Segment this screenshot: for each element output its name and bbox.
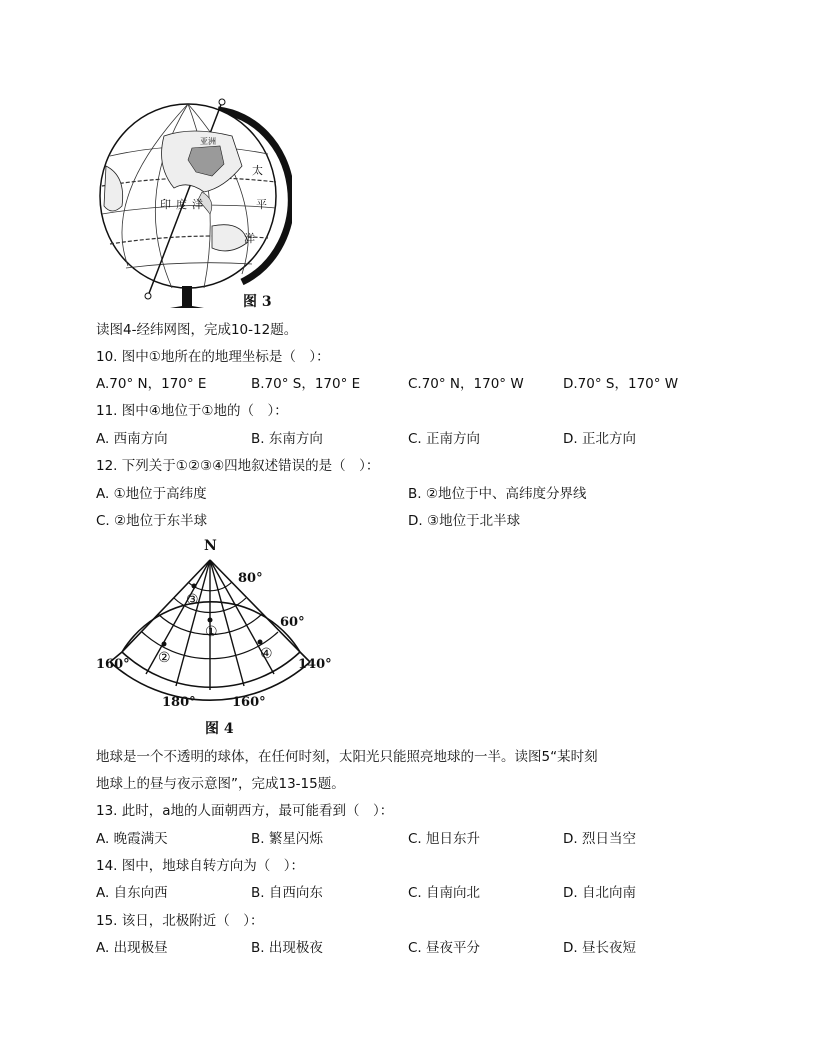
- question-10-option-b[interactable]: B.70° S，170° E: [251, 376, 361, 392]
- globe-illustration: [92, 96, 292, 312]
- question-11-option-c[interactable]: C. 正南方向: [408, 431, 481, 447]
- label-lon-160-bottom: 160°: [232, 695, 266, 710]
- question-10-option-c[interactable]: C.70° N，170° W: [408, 376, 524, 392]
- figure-3: [92, 96, 292, 312]
- point-1-label: ①: [205, 624, 218, 640]
- point-4-label: ④: [260, 646, 273, 662]
- question-15-option-b[interactable]: B. 出现极夜: [251, 940, 323, 956]
- graticule-diagram: [92, 534, 342, 724]
- question-11-stem: 11. 图中④地位于①地的（ ）：: [96, 403, 288, 419]
- question-12-option-a[interactable]: A. ①地位于高纬度: [96, 486, 207, 502]
- question-10-option-d[interactable]: D.70° S，170° W: [563, 376, 679, 392]
- question-14-option-c[interactable]: C. 自南向北: [408, 885, 481, 901]
- svg-text:印: 印: [160, 198, 171, 211]
- svg-text:洋: 洋: [192, 198, 203, 211]
- label-lat-80: 80°: [238, 571, 263, 586]
- figure-4: [92, 534, 342, 724]
- question-11-option-a[interactable]: A. 西南方向: [96, 431, 168, 447]
- question-11-option-d[interactable]: D. 正北方向: [563, 431, 636, 447]
- question-14-option-a[interactable]: A. 自东向西: [96, 885, 168, 901]
- globe-stand: [170, 286, 204, 308]
- label-lat-60: 60°: [280, 615, 305, 630]
- question-14-stem: 14. 图中，地球自转方向为（ ）：: [96, 858, 305, 874]
- question-13-option-d[interactable]: D. 烈日当空: [563, 831, 636, 847]
- label-asia: 亚洲: [200, 137, 216, 146]
- point-2-label: ②: [158, 650, 171, 666]
- question-10-option-a[interactable]: A.70° N，170° E: [96, 376, 207, 392]
- question-13-stem: 13. 此时，a地的人面朝西方，最可能看到（ ）：: [96, 803, 394, 819]
- question-14-option-d[interactable]: D. 自北向南: [563, 885, 636, 901]
- svg-text:洋: 洋: [244, 232, 255, 245]
- intro-figure-5-line2: 地球上的昼与夜示意图”，完成13-15题。: [96, 776, 345, 792]
- question-15-option-c[interactable]: C. 昼夜平分: [408, 940, 481, 956]
- question-12-stem: 12. 下列关于①②③④四地叙述错误的是（ ）：: [96, 458, 380, 474]
- question-13-option-a[interactable]: A. 晚霞满天: [96, 831, 168, 847]
- question-12-option-d[interactable]: D. ③地位于北半球: [408, 513, 521, 529]
- svg-text:平: 平: [256, 198, 267, 211]
- question-11-option-b[interactable]: B. 东南方向: [251, 431, 323, 447]
- question-15-option-d[interactable]: D. 昼长夜短: [563, 940, 636, 956]
- svg-text:太: 太: [252, 164, 263, 177]
- point-3-label: ③: [186, 592, 199, 608]
- intro-figure-5-line1: 地球是一个不透明的球体，在任何时刻，太阳光只能照亮地球的一半。读图5“某时刻: [96, 749, 598, 765]
- label-lon-140: 140°: [298, 657, 332, 672]
- figure-4-caption: 图 4: [205, 721, 234, 737]
- question-14-option-b[interactable]: B. 自西向东: [251, 885, 323, 901]
- question-13-option-b[interactable]: B. 繁星闪烁: [251, 831, 323, 847]
- intro-figure-4: 读图4-经纬网图，完成10-12题。: [96, 322, 298, 338]
- question-10-stem: 10. 图中①地所在的地理坐标是（ ）：: [96, 349, 330, 365]
- svg-text:度: 度: [176, 198, 187, 211]
- question-15-option-a[interactable]: A. 出现极昼: [96, 940, 168, 956]
- label-north: N: [204, 538, 217, 554]
- figure-3-caption: 图 3: [243, 294, 272, 310]
- question-15-stem: 15. 该日，北极附近（ ）：: [96, 913, 264, 929]
- question-12-option-b[interactable]: B. ②地位于中、高纬度分界线: [408, 486, 587, 502]
- question-13-option-c[interactable]: C. 旭日东升: [408, 831, 481, 847]
- label-lon-180: 180°: [162, 695, 196, 710]
- label-lon-160-left: 160°: [96, 657, 130, 672]
- question-12-option-c[interactable]: C. ②地位于东半球: [96, 513, 208, 529]
